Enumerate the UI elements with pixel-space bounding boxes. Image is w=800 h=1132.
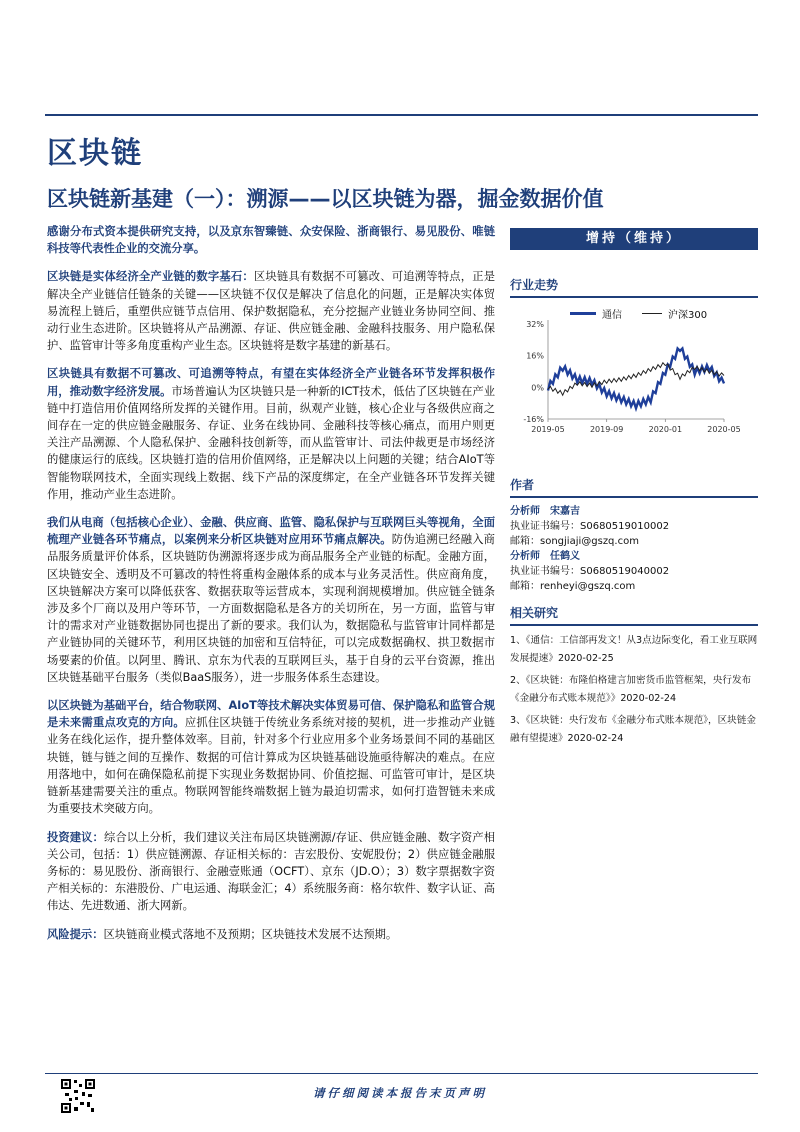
authors-title: 作者: [510, 476, 758, 498]
author-2-email[interactable]: renheyi@gszq.com: [540, 581, 636, 592]
y-tick-label: 0%: [531, 383, 544, 393]
paragraph-1: 感谢分布式资本提供研究支持，以及京东智臻链、众安保险、浙商银行、易见股份、唯链科技等代表性企业的交流分享。: [47, 225, 495, 256]
trend-chart: [510, 304, 758, 436]
sidebar: [510, 228, 758, 752]
related-item[interactable]: 2、《区块链：布隆伯格建言加密货币监管框架，央行发布《金融分布式账本规范》》2020-02-24: [510, 675, 752, 704]
y-tick-label: 32%: [526, 320, 544, 329]
paragraph-3: 区块链具有数据不可篡改、可追溯等特点，有望在实体经济全产业链各环节发挥积极作用，推动数字经济发展。市场普遍认为区块链只是一种新的ICT技术，低估了区块链在产业链中打造信用价值网络所发挥的关键作用。目前，纵观产业链，核心企业与各级供应商之间存在一定的供应链金融服务、存证、业务在线协同、金融科技等核心痛点，而用户则更关注产品溯源、个人隐私保护、金融科技创新等，而从监管审计、司法仲裁更是市场经济的健康运行的底线。区块链打造的信用价值网络，正是解决以上问题的关键；结合AIoT等智能物联网技术，全面实现线上数据、线下产品的深度绑定，在全产业链各环节发挥关键作用，推动产业生态进阶。: [47, 367, 495, 501]
related-title: 相关研究: [510, 604, 758, 626]
legend-swatch-a: [570, 312, 596, 315]
legend-swatch-b: [642, 313, 662, 314]
legend-label-a: 通信: [602, 310, 622, 321]
related-list: [510, 632, 758, 748]
section-title: 区块链: [47, 136, 143, 171]
line-chart-svg: [510, 304, 758, 436]
related-item[interactable]: 3、《区块链：央行发布《金融分布式账本规范》，区块链金融有望提速》2020-02-24: [510, 715, 756, 744]
report-title: 区块链新基建（一）：溯源——以区块链为器，掘金数据价值: [47, 187, 604, 211]
y-tick-label: -16%: [523, 415, 544, 424]
rating-badge: 增持（维持）: [510, 228, 758, 250]
chart-legend: [570, 306, 707, 321]
bottom-rule: [45, 1073, 758, 1074]
x-tick-label: 2019-09: [589, 425, 624, 434]
paragraph-invest: 投资建议：综合以上分析，我们建议关注布局区块链溯源/存证、供应链金融、数字资产相关公司，包括：1）供应链溯源、存证相关标的：吉宏股份、安妮股份；2）供应链金融服务标的：易见股份、浙商银行、金融壹账通（OCFT）、京东（JD.O）；3）数字票据数字资产相关标的：东港股份、广电运通、海联金汇；4）系统服务商：格尔软件、数字认证、高伟达、先进数通、浙大网新。: [47, 830, 495, 913]
related-item[interactable]: 1、《通信：工信部再发文！从3点边际变化，看工业互联网发展提速》2020-02-25: [510, 635, 758, 664]
footer-disclaimer: 请仔细阅读本报告末页声明: [313, 1086, 487, 1100]
paragraph-2: 区块链是实体经济全产业链的数字基石：区块链具有数据不可篡改、可追溯等特点，正是解决全产业链信任链条的关键——区块链不仅仅是解决了信息化的问题，正是解决实体贸易流程上链后，重塑供应链节点信用、保护数据隐私，充分挖掘产业链业务协同空间、推动行业生态进阶。区块链将从产品溯源、存证、供应链金融、金融科技服务、用户隐私保护、监管审计等多角度重构产业生态。区块链将是数字基建的新基石。: [47, 270, 495, 353]
x-tick-label: 2020-01: [648, 425, 683, 434]
paragraph-4: 我们从电商（包括核心企业）、金融、供应商、监管、隐私保护与互联网巨头等视角，全面梳理产业链各环节痛点，以案例来分析区块链对应用环节痛点解决。防伪追溯已经融入商品服务质量评价体系，区块链防伪溯源将逐步成为商品服务全产业链的标配。金融方面，区块链安全、透明及不可篡改的特性将重构金融体系的成本与业务灵活性。供应商角度，区块链解决方案可以降低获客、数据获取等运营成本，实现利润规模增加。供应链全链条涉及多个厂商以及用户等环节，一方面数据隐私是各方的关切所在，另一方面，监管与审计的需求对产业链数据协同也提出了新的要求。我们认为，数据隐私与监管审计同样都是产业链协同的关键环节，利用区块链的加密和互信特征，可以完成数据确权、拱卫数据市场要素的价值。以阿里、腾讯、京东为代表的互联网巨头，基于自身的云平台资源，推出区块链基础平台服务（类似BaaS服务），进一步服务体系生态建设。: [47, 516, 495, 684]
x-tick-label: 2020-05: [707, 425, 741, 434]
paragraph-risk: 风险提示：区块链商业模式落地不及预期；区块链技术发展不达预期。: [47, 927, 398, 941]
series-line-hs300: [548, 363, 724, 396]
author-2: 分析师 任鹤义 执业证书编号：S0680519040002 邮箱：renheyi@gszq.com: [510, 551, 670, 592]
legend-label-b: 沪深300: [668, 310, 708, 321]
summary-column: [47, 223, 495, 954]
trend-title: 行业走势: [510, 276, 758, 298]
top-rule: [45, 114, 758, 116]
x-tick-label: 2019-05: [531, 425, 565, 434]
y-tick-label: 16%: [526, 351, 544, 361]
series-line-tongxin: [548, 349, 724, 409]
author-1: 分析师 宋嘉吉 执业证书编号：S0680519010002 邮箱：songjiaji@gszq.com: [510, 506, 670, 547]
author-1-email[interactable]: songjiaji@gszq.com: [540, 536, 639, 547]
paragraph-5: 以区块链为基础平台，结合物联网、AIoT等技术解决实体贸易可信、保护隐私和监管合规是未来需重点攻克的方向。应抓住区块链于传统业务系统对接的契机，进一步推动产业链业务在线化运作，提升整体效率。目前，针对多个行业应用多个业务场景间不同的基础区块链，链与链之间的互操作、数据的可信计算成为区块链基础设施亟待解决的难点。在应用落地中，如何在确保隐私前提下实现业务数据协同、价值挖掘、可监管可审计，是区块链新基建需要关注的重点。物联网智能终端数据上链为最迫切需求，如何打造智链未来成为重要技术突破方向。: [47, 699, 495, 816]
